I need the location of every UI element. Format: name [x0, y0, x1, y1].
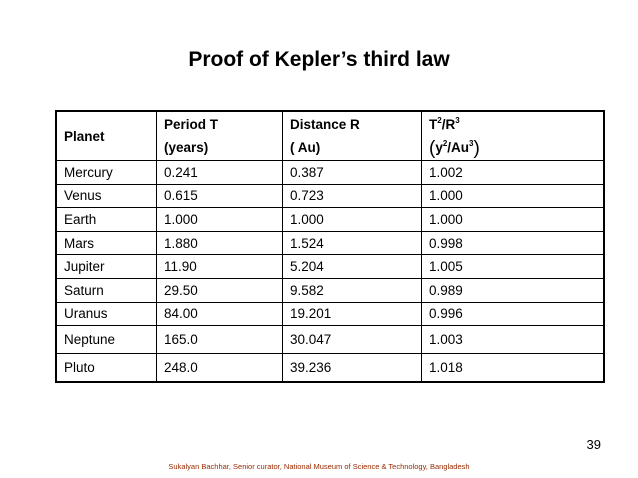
cell-distance: 0.723: [283, 184, 422, 208]
cell-ratio: 0.998: [422, 231, 605, 255]
table-row: [56, 354, 604, 383]
cell-period: 1.000: [157, 208, 283, 232]
cell-period: 84.00: [157, 302, 283, 326]
cell-distance: 9.582: [283, 278, 422, 302]
cell-ratio: 1.000: [422, 208, 605, 232]
table-row: [56, 278, 604, 302]
ratio-unit: $(y^2/Au^3)$: [429, 137, 480, 159]
cell-planet: Jupiter: [56, 255, 157, 279]
cell-planet: Pluto: [56, 354, 157, 383]
table-row: [56, 208, 604, 232]
cell-distance: 39.236: [283, 354, 422, 383]
cell-period: 165.0: [157, 326, 283, 354]
cell-planet: Uranus: [56, 302, 157, 326]
cell-distance: 1.000: [283, 208, 422, 232]
cell-period: 29.50: [157, 278, 283, 302]
cell-planet: Mars: [56, 231, 157, 255]
cell-ratio: 1.005: [422, 255, 605, 279]
cell-planet: Neptune: [56, 326, 157, 354]
cell-ratio: 0.996: [422, 302, 605, 326]
cell-planet: Earth: [56, 208, 157, 232]
cell-ratio: 1.002: [422, 161, 605, 185]
cell-ratio: 1.003: [422, 326, 605, 354]
cell-distance: 1.524: [283, 231, 422, 255]
cell-period: 1.880: [157, 231, 283, 255]
cell-ratio: 1.000: [422, 184, 605, 208]
table-row: [56, 255, 604, 279]
table-row: [56, 161, 604, 185]
cell-planet: Saturn: [56, 278, 157, 302]
table-row: [56, 231, 604, 255]
page-number: 39: [586, 437, 601, 452]
cell-distance: 0.387: [283, 161, 422, 185]
cell-planet: Mercury: [56, 161, 157, 185]
footer-credit: Sukalyan Bachhar, Senior curator, National Museum of Science & Technology, Bangladesh: [168, 462, 470, 471]
cell-distance: 30.047: [283, 326, 422, 354]
table-row: [56, 184, 604, 208]
slide-title: Proof of Kepler’s third law: [188, 48, 450, 71]
cell-distance: 5.204: [283, 255, 422, 279]
header-planet: Planet: [56, 111, 157, 161]
header-ratio: [422, 111, 605, 161]
kepler-table: [55, 110, 605, 383]
header-distance: Distance R ( Au): [283, 111, 422, 161]
cell-ratio: 1.018: [422, 354, 605, 383]
table-row: [56, 326, 604, 354]
cell-period: 248.0: [157, 354, 283, 383]
table-header-row: [56, 111, 604, 161]
cell-ratio: 0.989: [422, 278, 605, 302]
cell-period: 0.241: [157, 161, 283, 185]
ratio-formula: $T^2/R^3$: [429, 115, 460, 132]
cell-period: 0.615: [157, 184, 283, 208]
cell-distance: 19.201: [283, 302, 422, 326]
table-body: [56, 161, 604, 383]
table-row: [56, 302, 604, 326]
header-period: Period T (years): [157, 111, 283, 161]
cell-period: 11.90: [157, 255, 283, 279]
cell-planet: Venus: [56, 184, 157, 208]
